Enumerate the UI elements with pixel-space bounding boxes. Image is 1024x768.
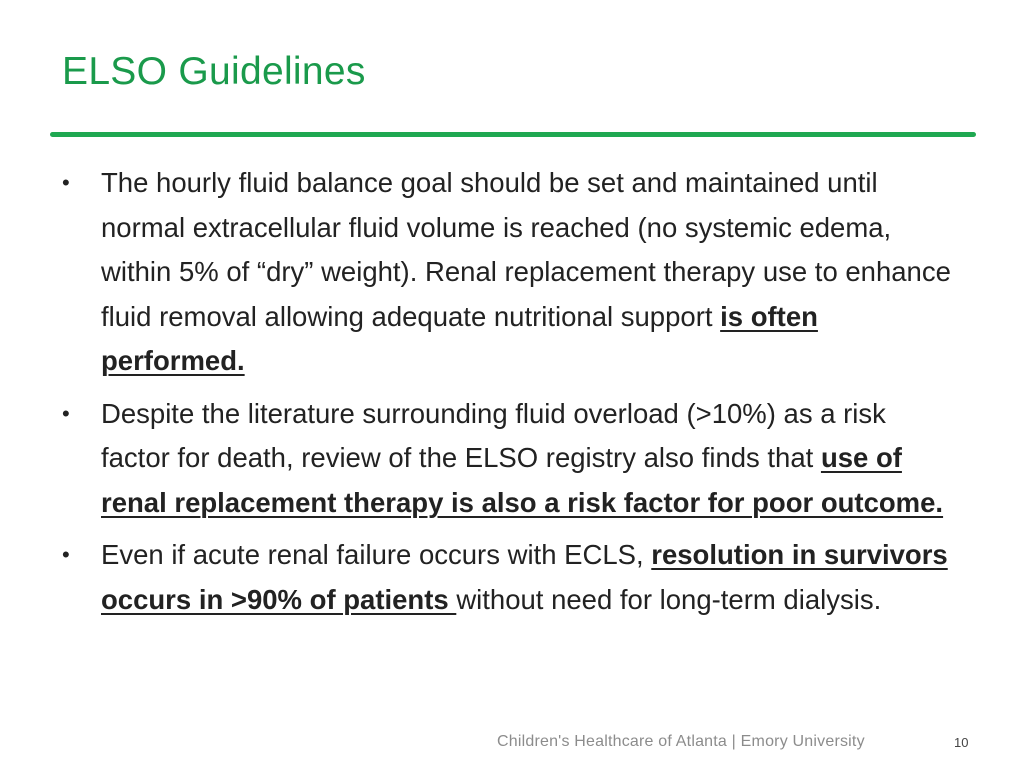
bullet-item: [62, 161, 962, 384]
bullet-text-tail: without need for long-term dialysis.: [456, 583, 882, 615]
footer-text: Children's Healthcare of Atlanta | Emory University: [497, 733, 865, 750]
bullet-text: Even if acute renal failure occurs with ECLS,: [101, 539, 652, 570]
bullet-emphasis: is often performed.: [101, 300, 818, 376]
bullet-marker: •: [62, 170, 70, 195]
bullet-text: Despite the literature surrounding fluid overload (>10%) as a risk factor for death, review of the ELSO registry also finds that: [101, 397, 886, 473]
bullet-marker: •: [62, 542, 70, 567]
bullet-emphasis: use of renal replacement therapy is also a risk factor for poor outcome.: [101, 442, 944, 518]
bullet-emphasis: resolution in survivors occurs in >90% of patients: [101, 539, 948, 615]
bullet-list: [62, 161, 962, 630]
page-number: 10: [954, 735, 969, 750]
bullet-item: [62, 533, 962, 622]
bullet-item: [62, 392, 962, 526]
slide-title: ELSO Guidelines: [62, 50, 366, 93]
bullet-marker: •: [62, 400, 70, 426]
title-divider: [50, 132, 976, 137]
bullet-text: The hourly fluid balance goal should be set and maintained until normal extracellular fluid volume is reached (no systemic edema, within 5% of “dry” weight). Renal replacement therapy use to enhance fluid removal allowing adequate nutritional support: [101, 167, 951, 332]
